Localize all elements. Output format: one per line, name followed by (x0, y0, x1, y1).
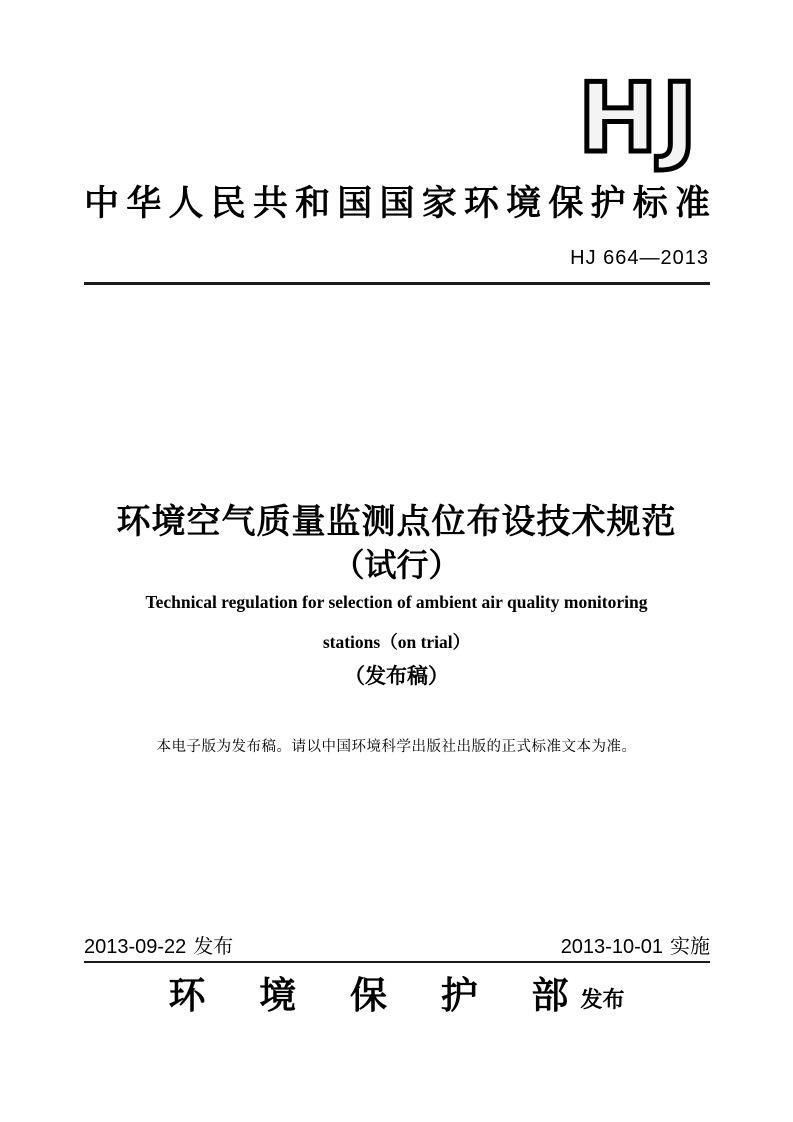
issue-date: 2013-09-22 (84, 936, 187, 958)
implementation-date-group (561, 930, 710, 959)
standard-type-heading: 中华人民共和国国家环境保护标准 (84, 184, 710, 223)
issue-date-group (84, 930, 233, 959)
standard-number: HJ 664—2013 (570, 247, 709, 269)
implementation-date-label: 实施 (670, 936, 710, 958)
draft-version-label: （发布稿） (344, 665, 449, 688)
title-english-line1: Technical regulation for selection of ambient air quality monitoring (145, 592, 648, 612)
title-english-line2: stations（on trial） (322, 632, 471, 652)
publisher-row (0, 977, 793, 1018)
publisher-name: 环境保护部 (168, 976, 569, 1017)
subtitle-trial: （试行） (332, 547, 461, 583)
title-chinese: 环境空气质量监测点位布设技术规范 (116, 503, 677, 541)
publisher-action-label: 发布 (580, 986, 625, 1012)
hj-logo: HJ (578, 64, 701, 174)
implementation-date: 2013-10-01 (560, 936, 663, 958)
footer-rule (84, 961, 710, 963)
dates-row (84, 930, 710, 959)
issue-date-label: 发布 (193, 936, 234, 958)
electronic-version-notice: 本电子版为发布稿。请以中国环境科学出版社出版的正式标准文本为准。 (156, 739, 637, 755)
header-rule (84, 282, 710, 285)
